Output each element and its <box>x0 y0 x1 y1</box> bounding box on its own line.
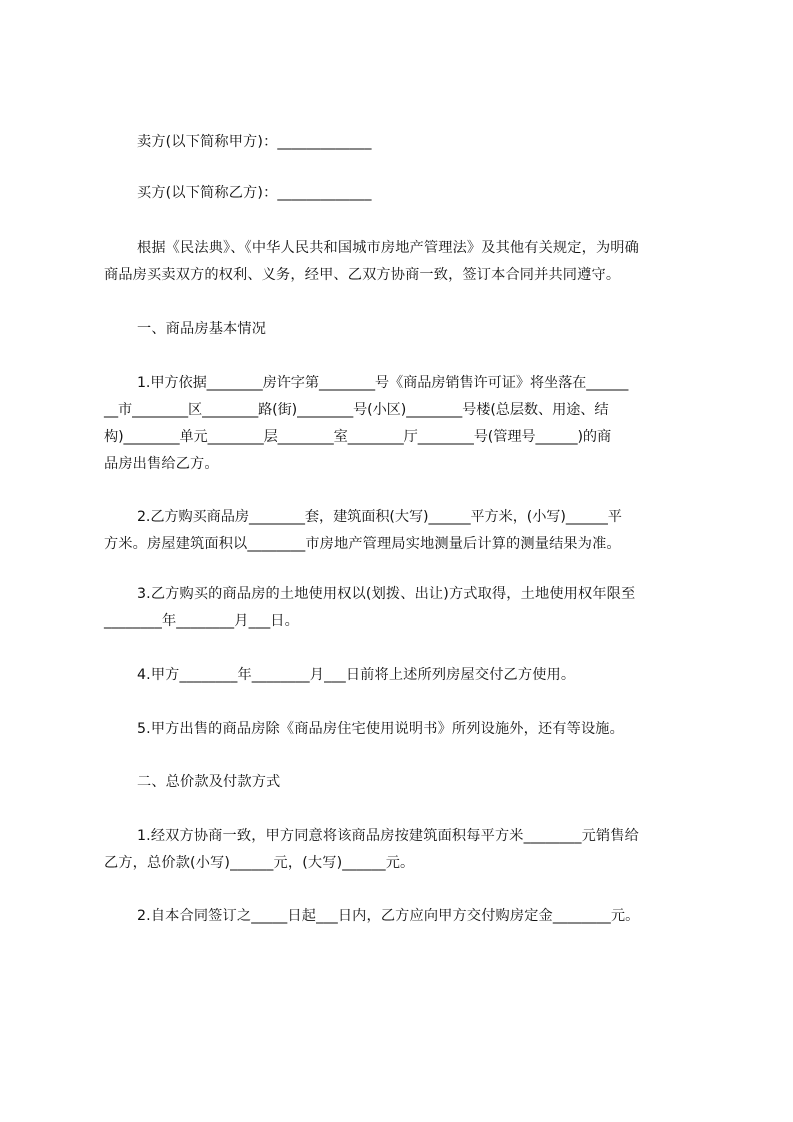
section-1-item-3-line-2: ________年________月___日。 <box>104 613 299 629</box>
section-2-item-2: 2.自本合同签订之_____日起___日内，乙方应向甲方交付购房定金________元。 <box>137 908 640 924</box>
seller-line: 卖方(以下简称甲方)：_____________ <box>137 134 372 150</box>
section-1-item-4: 4.甲方________年________月___日前将上述所列房屋交付乙方使用。 <box>137 667 576 683</box>
section-1-item-5: 5.甲方出售的商品房除《商品房住宅使用说明书》所列设施外，还有等设施。 <box>137 721 624 737</box>
section-1-item-1-line-1: 1.甲方依据________房许字第________号《商品房销售许可证》将坐落在______ <box>137 375 629 391</box>
section-2-item-1-line-1: 1.经双方协商一致，甲方同意将该商品房按建筑面积每平方米________元销售给 <box>137 828 639 844</box>
section-1-item-3-line-1: 3.乙方购买的商品房的土地使用权以(划拨、出让)方式取得，土地使用权年限至 <box>137 586 636 602</box>
section-1-item-2-line-1: 2.乙方购买商品房________套，建筑面积(大写)______平方米，(小写)______平 <box>137 509 622 525</box>
section-2-item-1-line-2: 乙方，总价款(小写)______元，(大写)______元。 <box>104 855 415 871</box>
section-1-item-1-line-3: 构)________单元________层________室________厅________号(管理号______)的商 <box>104 429 612 445</box>
section-1-heading: 一、商品房基本情况 <box>137 321 267 337</box>
section-1-item-1-line-2: __市________区________路(街)________号(小区)________号楼(总层数、用途、结 <box>104 402 609 418</box>
section-2-heading: 二、总价款及付款方式 <box>137 774 281 790</box>
buyer-line: 买方(以下简称乙方)：_____________ <box>137 185 372 201</box>
section-1-item-1-line-4: 品房出售给乙方。 <box>104 456 219 472</box>
preamble-line-1: 根据《民法典》、《中华人民共和国城市房地产管理法》及其他有关规定，为明确 <box>137 240 639 256</box>
section-1-item-2-line-2: 方米。房屋建筑面积以________市房地产管理局实地测量后计算的测量结果为准。 <box>104 536 621 552</box>
preamble-line-2: 商品房买卖双方的权利、义务，经甲、乙双方协商一致，签订本合同并共同遵守。 <box>104 267 621 283</box>
